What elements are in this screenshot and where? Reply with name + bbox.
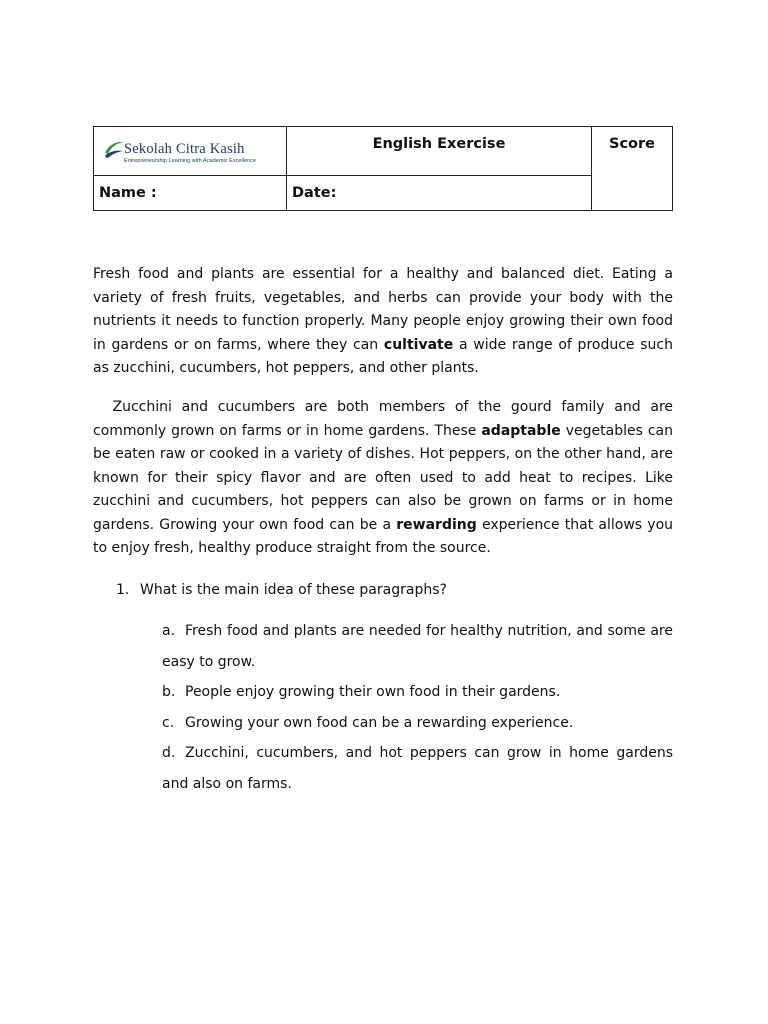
logo-cell	[94, 127, 287, 176]
option-text: Growing your own food can be a rewarding experience.	[185, 714, 574, 731]
vocab-word-rewarding: rewarding	[396, 516, 477, 533]
date-field[interactable]	[287, 176, 592, 211]
vocab-word-adaptable: adaptable	[481, 422, 561, 439]
date-label: Date:	[292, 185, 337, 201]
paragraph-text: experience that allows you to enjoy fresh, healthy produce straight from the source.	[93, 516, 674, 556]
option-text: Zucchini, cucumbers, and hot peppers can grow in home gardens and also on farms.	[162, 745, 673, 792]
passage-paragraph-2	[93, 396, 673, 561]
header-table	[93, 126, 673, 211]
school-logo	[94, 127, 286, 175]
answer-option-d[interactable]	[162, 738, 673, 799]
option-letter: c.	[162, 714, 175, 731]
vocab-word-cultivate: cultivate	[383, 336, 454, 353]
title-cell	[287, 127, 592, 176]
score-label: Score	[609, 136, 655, 152]
page-title: English Exercise	[372, 136, 506, 152]
answer-option-c[interactable]	[162, 708, 673, 739]
option-letter: b.	[162, 684, 176, 700]
question-text: What is the main idea of these paragraphs?	[140, 582, 447, 598]
option-letter: a.	[162, 623, 176, 639]
score-box[interactable]	[592, 127, 673, 211]
leaf-swoosh-icon	[102, 137, 126, 161]
paragraph-text: vegetables can be eaten raw or cooked in a variety of dishes. Hot peppers, on the other hand, are known for their spicy flavor and are often used to add heat to recipes. Like zucchini and cucumbers, hot peppers can also be grown on farms or in home gardens. Growing your own food can be a	[93, 422, 673, 533]
paragraph-text: Zucchini and cucumbers are both members of the gourd family and are commonly grown on farms or in home gardens. These	[93, 399, 674, 439]
answer-options	[162, 616, 673, 799]
option-letter: d.	[162, 745, 176, 761]
option-text: People enjoy growing their own food in their gardens.	[185, 684, 561, 700]
paragraph-text: a wide range of produce such as zucchini, cucumbers, hot peppers, and other plants.	[93, 336, 674, 376]
answer-option-a[interactable]	[162, 616, 673, 677]
school-name: Sekolah Citra Kasih	[124, 141, 245, 157]
school-tagline: Entrepreneurship Learning with Academic Excellence	[124, 158, 257, 164]
question-number: 1.	[116, 582, 130, 598]
name-field[interactable]	[94, 176, 287, 211]
option-text: Fresh food and plants are needed for healthy nutrition, and some are easy to grow.	[162, 623, 673, 670]
name-label: Name :	[99, 185, 157, 201]
question-1	[116, 582, 447, 598]
paragraph-text: Fresh food and plants are essential for a healthy and balanced diet. Eating a variety of fresh fruits, vegetables, and herbs can provide your body with the nutrients it needs to function properly. Many people enjoy growing their own food in gardens or on farms, where they can	[93, 266, 673, 353]
passage-paragraph-1	[93, 263, 673, 381]
answer-option-b[interactable]	[162, 677, 673, 708]
